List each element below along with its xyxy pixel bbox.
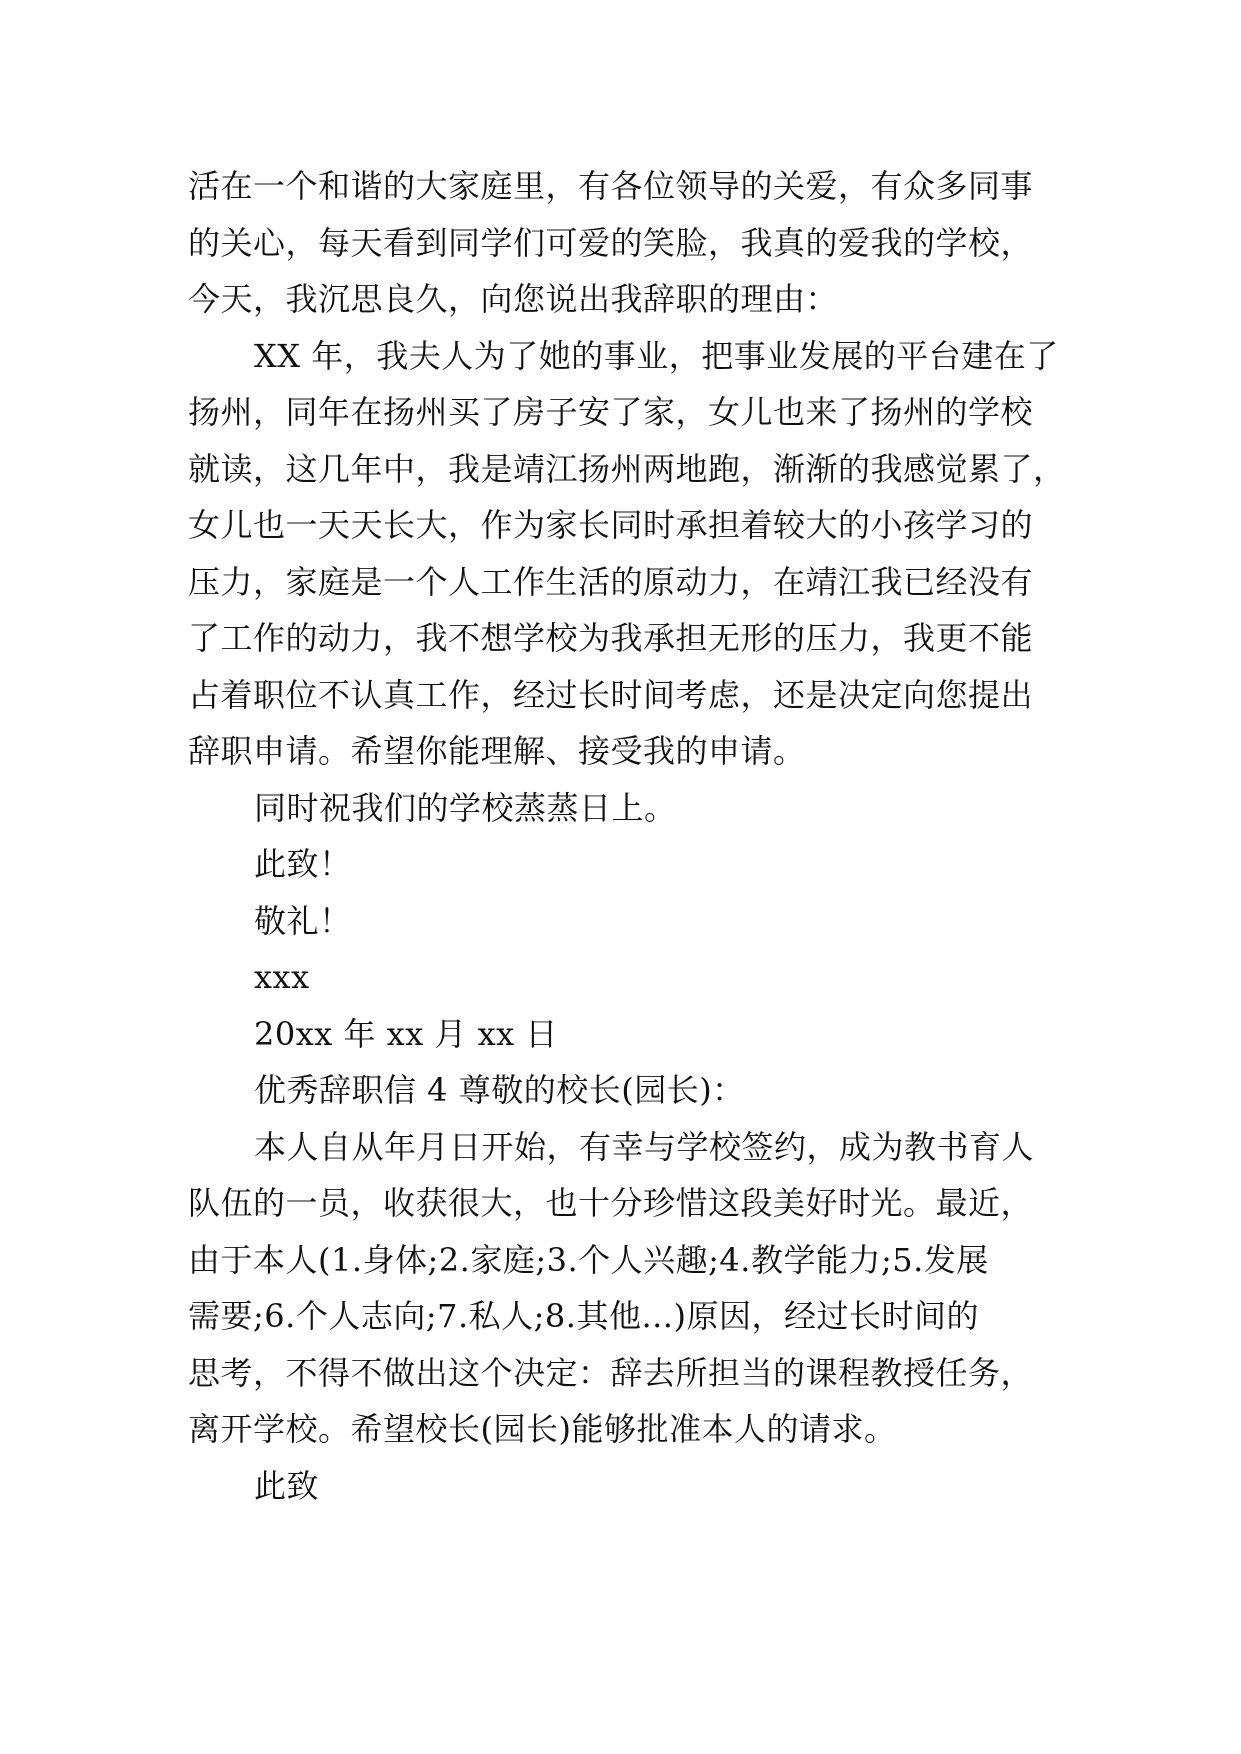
text-line: 队伍的一员，收获很大，也十分珍惜这段美好时光。最近， xyxy=(188,1184,1034,1222)
text-line: 就读，这几年中，我是靖江扬州两地跑，渐渐的我感觉累了， xyxy=(188,449,1066,488)
text-line: 今天，我沉思良久，向您说出我辞职的理由： xyxy=(188,280,839,318)
text-line: 由于本人(1.身体;2.家庭;3.个人兴趣;4.教学能力;5.发展 xyxy=(188,1240,989,1279)
text-line: 女儿也一天天长大，作为家长同时承担着较大的小孩学习的 xyxy=(188,506,1034,544)
text-line: 扬州，同年在扬州买了房子安了家，女儿也来了扬州的学校 xyxy=(188,393,1034,431)
text-line: 占着职位不认真工作，经过长时间考虑，还是决定向您提出 xyxy=(188,675,1034,714)
text-line: 离开学校。希望校长(园长)能够批准本人的请求。 xyxy=(188,1410,897,1448)
text-line: 活在一个和谐的大家庭里，有各位领导的关爱，有众多同事 xyxy=(188,167,1034,205)
text-line: 敬礼！ xyxy=(254,901,352,940)
text-line: 此致 xyxy=(254,1466,320,1505)
text-line: 的关心，每天看到同学们可爱的笑脸，我真的爱我的学校， xyxy=(188,223,1034,262)
text-line: 此致！ xyxy=(254,845,352,883)
text-line: XX 年，我夫人为了她的事业，把事业发展的平台建在了 xyxy=(254,336,1059,375)
text-line: 思考，不得不做出这个决定：辞去所担当的课程教授任务， xyxy=(188,1353,1034,1392)
text-line: 辞职申请。希望你能理解、接受我的申请。 xyxy=(188,732,806,770)
document-page xyxy=(188,158,1066,1514)
text-line: 优秀辞职信 4 尊敬的校长(园长)： xyxy=(254,1071,745,1109)
text-line: 本人自从年月日开始，有幸与学校签约，成为教书育人 xyxy=(254,1127,1035,1166)
text-line: 压力，家庭是一个人工作生活的原动力，在靖江我已经没有 xyxy=(188,562,1034,601)
text-line: 了工作的动力，我不想学校为我承担无形的压力，我更不能 xyxy=(188,619,1034,657)
text-line: 需要;6.个人志向;7.私人;8.其他...)原因，经过长时间的 xyxy=(188,1297,979,1335)
text-line: 同时祝我们的学校蒸蒸日上。 xyxy=(254,788,677,827)
text-line: xxx xyxy=(254,958,310,996)
text-line: 20xx 年 xx 月 xx 日 xyxy=(254,1014,558,1053)
